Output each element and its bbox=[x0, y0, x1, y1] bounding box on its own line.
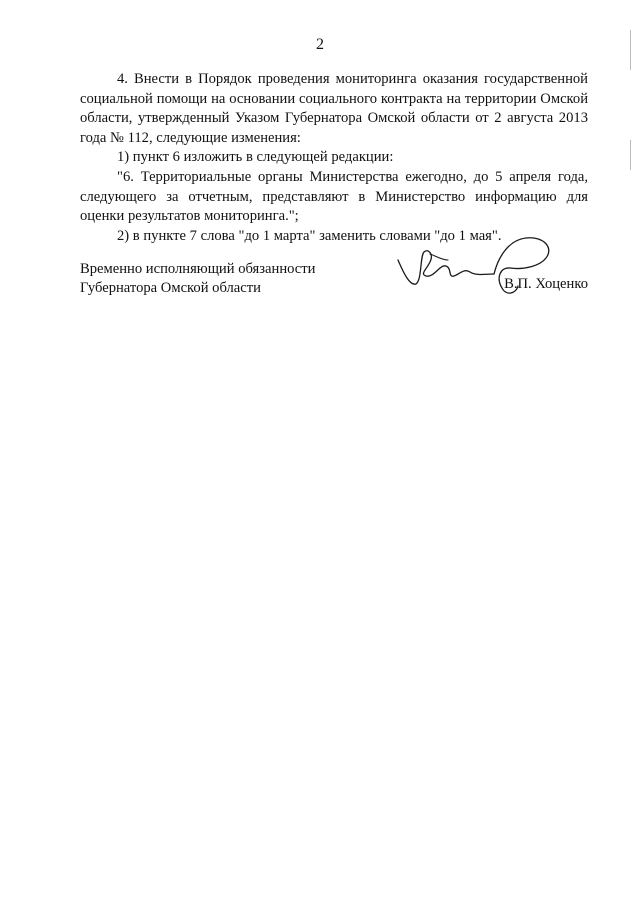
signer-title-line-1: Временно исполняющий обязанности bbox=[80, 261, 316, 277]
scan-edge-mark bbox=[630, 140, 631, 170]
paragraph-quoted-text: "6. Территориальные органы Министерства ежегодно, до 5 апреля года, следующего за отчетным, представляют в Министерство информацию для оценки результатов мониторинга."; bbox=[80, 168, 588, 225]
paragraph-item-4: 4. Внести в Порядок проведения мониторинга оказания государственной социальной помощи на основании социального контракта на территории Омской области, утвержденный Указом Губернатора Омской области от 2 августа 2013 года № 112, следующие изменения: bbox=[80, 71, 588, 146]
document-body bbox=[80, 70, 588, 246]
paragraph-subitem-2: 2) в пункте 7 слова "до 1 марта" заменить словами "до 1 мая". bbox=[117, 227, 502, 244]
signer-name: В.П. Хоценко bbox=[504, 276, 588, 292]
handwritten-signature-icon bbox=[390, 234, 560, 314]
signature-block bbox=[80, 260, 588, 298]
page-number: 2 bbox=[316, 36, 324, 53]
scan-edge-mark bbox=[630, 30, 631, 70]
signer-title-line-2: Губернатора Омской области bbox=[80, 280, 261, 296]
paragraph-subitem-1: 1) пункт 6 изложить в следующей редакции: bbox=[117, 149, 394, 166]
